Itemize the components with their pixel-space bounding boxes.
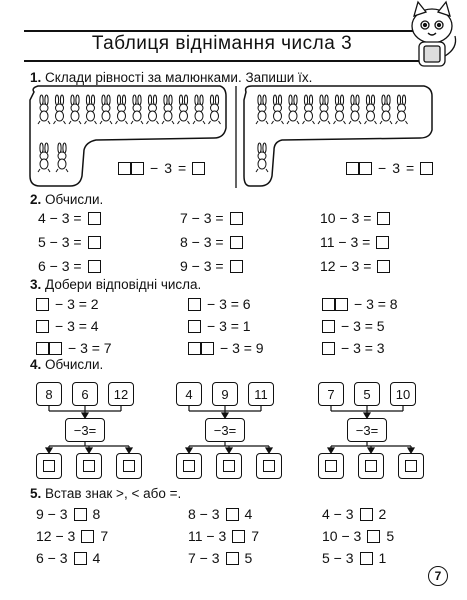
number-box: 12 — [108, 382, 134, 406]
operation-box: −3= — [205, 418, 245, 442]
sign-box[interactable] — [360, 508, 373, 521]
task2-equation: 7 − 3 = — [180, 210, 243, 226]
task3-equation: − 3 = 3 — [322, 340, 385, 356]
task5-comparison: 4 − 3 2 — [322, 506, 387, 522]
sign-box[interactable] — [232, 530, 245, 543]
section-1-header: 1. Склади рівності за малюнками. Запиши їх. — [30, 70, 313, 85]
task5-comparison: 5 − 3 1 — [322, 550, 387, 566]
task1-left-equation: − 3 = — [118, 160, 205, 176]
arrow-connectors — [186, 406, 272, 453]
number-box: 11 — [248, 382, 274, 406]
page-title: Таблиця віднімання числа 3 — [91, 33, 353, 54]
task5-comparison: 7 − 3 5 — [188, 550, 253, 566]
task3-equation: − 3 = 4 — [36, 318, 99, 334]
section-4-header: 4. Обчисли. — [30, 357, 104, 372]
number-box: 7 — [318, 382, 344, 406]
task3-equation: − 3 = 7 — [36, 340, 112, 356]
section-5-header: 5. Встав знак >, < або =. — [30, 486, 182, 501]
operation-box: −3= — [347, 418, 387, 442]
sign-box[interactable] — [81, 530, 94, 543]
number-box: 6 — [72, 382, 98, 406]
task3-equation: − 3 = 9 — [188, 340, 264, 356]
task3-equation: − 3 = 8 — [322, 296, 398, 312]
task3-equation: − 3 = 6 — [188, 296, 251, 312]
task2-equation: 9 − 3 = — [180, 258, 243, 274]
task5-comparison: 10 − 3 5 — [322, 528, 395, 544]
task5-comparison: 9 − 3 8 — [36, 506, 101, 522]
task1-right-equation: − 3 = — [346, 160, 433, 176]
task5-comparison: 6 − 3 4 — [36, 550, 101, 566]
sign-box[interactable] — [74, 508, 87, 521]
number-box: 8 — [36, 382, 62, 406]
task2-equation: 10 − 3 = — [320, 210, 390, 226]
arrow-connectors — [46, 406, 132, 453]
task2-equation: 6 − 3 = — [38, 258, 101, 274]
sign-box[interactable] — [367, 530, 380, 543]
arrow-connectors — [328, 406, 414, 453]
task5-comparison: 8 − 3 4 — [188, 506, 253, 522]
task2-equation: 8 − 3 = — [180, 234, 243, 250]
task2-equation: 11 − 3 = — [320, 234, 389, 250]
task2-equation: 5 − 3 = — [38, 234, 101, 250]
section-2-header: 2. Обчисли. — [30, 192, 104, 207]
task2-equation: 12 − 3 = — [320, 258, 390, 274]
number-box: 9 — [212, 382, 238, 406]
number-box: 10 — [390, 382, 416, 406]
operation-box: −3= — [65, 418, 105, 442]
page-number: 7 — [428, 566, 448, 586]
task3-equation: − 3 = 2 — [36, 296, 99, 312]
task5-comparison: 11 − 3 7 — [188, 528, 260, 544]
section-3-header: 3. Добери відповідні числа. — [30, 277, 202, 292]
sign-box[interactable] — [226, 508, 239, 521]
task3-equation: − 3 = 1 — [188, 318, 251, 334]
task3-equation: − 3 = 5 — [322, 318, 385, 334]
number-box: 5 — [354, 382, 380, 406]
sign-box[interactable] — [360, 552, 373, 565]
sign-box[interactable] — [226, 552, 239, 565]
number-box: 4 — [176, 382, 202, 406]
task2-equation: 4 − 3 = — [38, 210, 101, 226]
sign-box[interactable] — [74, 552, 87, 565]
task5-comparison: 12 − 3 7 — [36, 528, 109, 544]
